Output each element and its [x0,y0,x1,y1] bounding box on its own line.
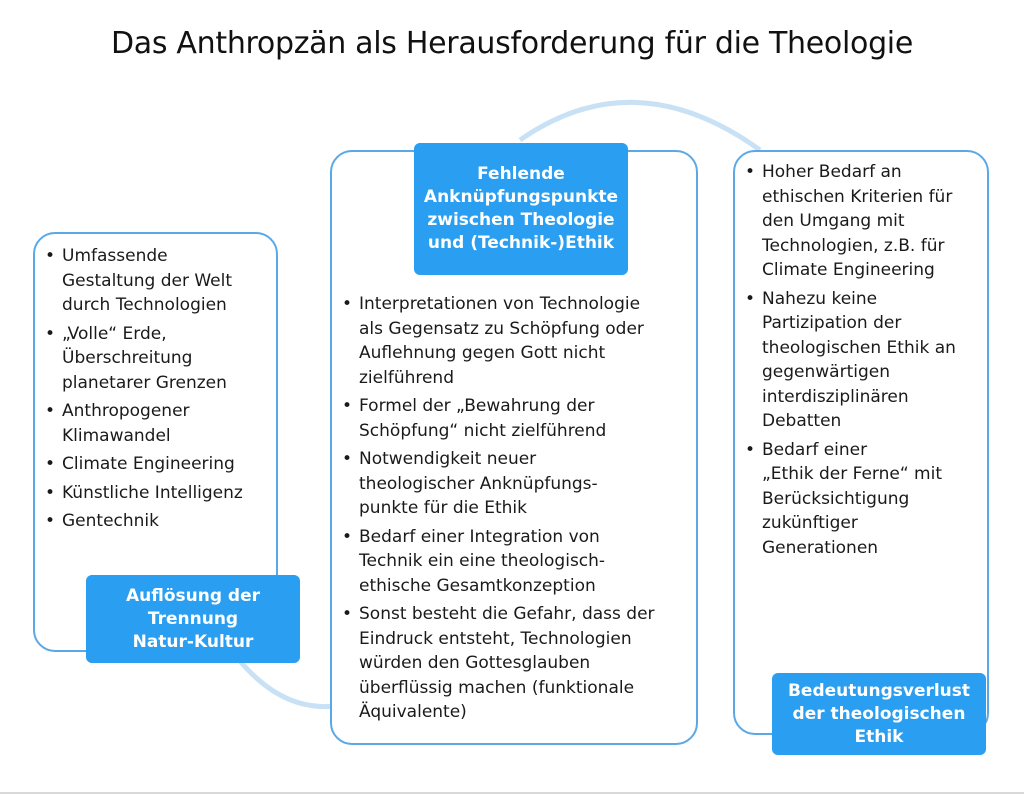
bullet-line: überflüssig machen (funktionale [359,677,635,698]
left-heading-box [86,575,300,663]
bullet-line: Eindruck entsteht, Technologien [359,628,632,649]
left-heading [126,585,260,654]
left-bullet-list [43,244,275,538]
middle-heading [424,163,618,255]
bullet-line: Klimawandel [62,425,171,446]
heading-line: Trennung [147,608,239,629]
bullet-item [43,509,275,534]
bullet-line: Berücksichtigung [762,488,910,509]
heading-line: Bedeutungsverlust [787,680,971,701]
bullet-line: Notwendigkeit neuer [359,449,537,469]
heading-line: Ethik [854,726,904,747]
bullet-item [743,287,983,434]
bullet-item [340,602,690,725]
bullet-line: Interpretationen von Technologie [359,294,641,314]
heading-line: Anknüpfungspunkte [423,187,619,207]
bullet-line: Climate Engineering [62,454,235,474]
bullet-line: Anthropogener [62,401,190,421]
bullet-line: interdisziplinären [762,386,909,407]
right-panel [733,150,989,735]
bullet-item [43,322,275,396]
bullet-line: „Volle“ Erde, [62,323,167,344]
bullet-line: zielführend [359,367,455,388]
bullet-line: Nahezu keine [762,288,878,309]
bullet-item [43,399,275,448]
bullet-item [43,481,275,506]
right-heading [788,680,970,749]
heading-line: und (Technik-)Ethik [427,233,615,253]
right-bullet-list [743,160,983,564]
heading-line: Fehlende [477,164,565,184]
bullet-line: theologischer Anknüpfungs- [359,473,598,494]
bullet-line: Climate Engineering [762,260,935,280]
bullet-line: Gestaltung der Welt [62,270,233,291]
bullet-line: Künstliche Intelligenz [62,482,243,503]
heading-line: Auflösung der [125,585,261,606]
bullet-item [43,452,275,477]
bullet-line: Technik ein eine theologisch- [359,551,606,571]
bullet-line: Überschreitung [62,348,193,368]
bullet-item [340,447,690,521]
bullet-item [340,292,690,390]
bullet-line: Debatten [762,411,842,431]
bullet-line: Umfassende [62,246,168,266]
heading-line: Natur-Kultur [132,631,254,652]
bullet-line: Sonst besteht die Gefahr, dass der [359,604,655,624]
bullet-line: Hoher Bedarf an [762,162,902,182]
bullet-item [340,394,690,443]
bullet-item [340,525,690,599]
bullet-line: würden den Gottesglauben [359,653,591,673]
middle-bullet-list [340,292,690,729]
bullet-line: als Gegensatz zu Schöpfung oder [359,318,644,339]
bullet-line: gegenwärtigen [762,362,890,382]
middle-heading-box [414,143,628,275]
bullet-line: Bedarf einer Integration von [359,526,600,547]
bullet-line: Generationen [762,537,879,558]
bullet-item [743,438,983,561]
page-title: Das Anthropzän als Herausforderung für die Theologie [110,26,914,61]
bullet-line: den Umgang mit [762,211,905,231]
bullet-line: Auflehnung gegen Gott nicht [359,343,606,363]
bullet-line: ethischen Kriterien für [762,186,953,207]
bullet-line: Äquivalente) [359,702,467,722]
right-heading-box [772,673,986,755]
bullet-line: punkte für die Ethik [359,498,527,518]
bullet-line: Schöpfung“ nicht zielführend [359,420,607,441]
bullet-line: theologischen Ethik an [762,337,956,358]
bullet-line: ethische Gesamtkonzeption [359,575,596,596]
bullet-line: Partizipation der [762,313,902,333]
heading-line: der theologischen [792,703,966,724]
heading-line: zwischen Theologie [427,210,615,230]
bullet-line: Bedarf einer [762,439,868,460]
bullet-item [43,244,275,318]
bullet-line: Formel der „Bewahrung der [359,396,595,416]
bullet-line: planetarer Grenzen [62,372,227,393]
bullet-line: Gentechnik [62,511,159,531]
bullet-line: Technologien, z.B. für [762,235,945,256]
bullet-line: zukünftiger [762,513,858,533]
bullet-line: „Ethik der Ferne“ mit [762,464,942,484]
bullet-line: durch Technologien [62,295,227,315]
bullet-item [743,160,983,283]
